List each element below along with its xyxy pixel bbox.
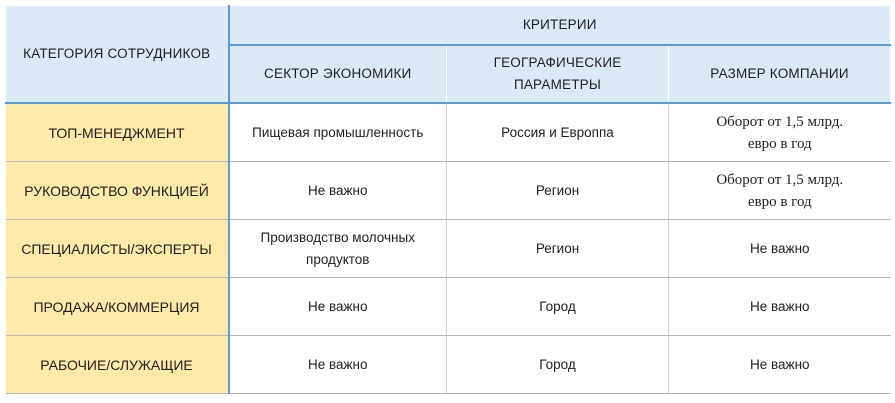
row-category: СПЕЦИАЛИСТЫ/ЭКСПЕРТЫ [6, 220, 229, 278]
table-row [6, 220, 891, 278]
row-category: РУКОВОДСТВО ФУНКЦИЕЙ [6, 162, 229, 220]
row-size-text: Оборот от 1,5 млрд. евро в год [716, 113, 844, 152]
row-sector-text: Производство молочных продуктов [260, 229, 415, 267]
row-sector: Не важно [229, 162, 447, 220]
row-sector: Пищевая промышленность [229, 103, 447, 162]
row-sector: Не важно [229, 336, 447, 394]
table-row [6, 278, 891, 336]
row-geo: Регион [447, 220, 669, 278]
row-geo: Город [447, 278, 669, 336]
row-size-text: Оборот от 1,5 млрд. евро в год [716, 171, 844, 210]
table-row [6, 103, 891, 162]
row-size: Не важно [669, 278, 891, 336]
header-column-size: РАЗМЕР КОМПАНИИ [669, 45, 891, 103]
header-row-criteria [6, 6, 891, 46]
table-row [6, 336, 891, 394]
row-size: Не важно [669, 220, 891, 278]
row-geo: Город [447, 336, 669, 394]
row-size [669, 162, 891, 220]
row-size: Не важно [669, 336, 891, 394]
row-category: РАБОЧИЕ/СЛУЖАЩИЕ [6, 336, 229, 394]
header-category: КАТЕГОРИЯ СОТРУДНИКОВ [6, 6, 229, 104]
header-column-sector: СЕКТОР ЭКОНОМИКИ [229, 45, 447, 103]
row-geo: Регион [447, 162, 669, 220]
header-column-geo [447, 45, 669, 103]
table-row [6, 162, 891, 220]
row-sector [229, 220, 447, 278]
row-geo: Россия и Европпа [447, 103, 669, 162]
row-category: ПРОДАЖА/КОММЕРЦИЯ [6, 278, 229, 336]
row-sector: Не важно [229, 278, 447, 336]
header-criteria: КРИТЕРИИ [229, 6, 891, 46]
header-column-geo-label: ГЕОГРАФИЧЕСКИЕ ПАРАМЕТРЫ [493, 55, 622, 92]
row-size [669, 103, 891, 162]
employee-criteria-table [5, 5, 891, 394]
criteria-table-container [5, 5, 890, 394]
row-category: ТОП-МЕНЕДЖМЕНТ [6, 103, 229, 162]
